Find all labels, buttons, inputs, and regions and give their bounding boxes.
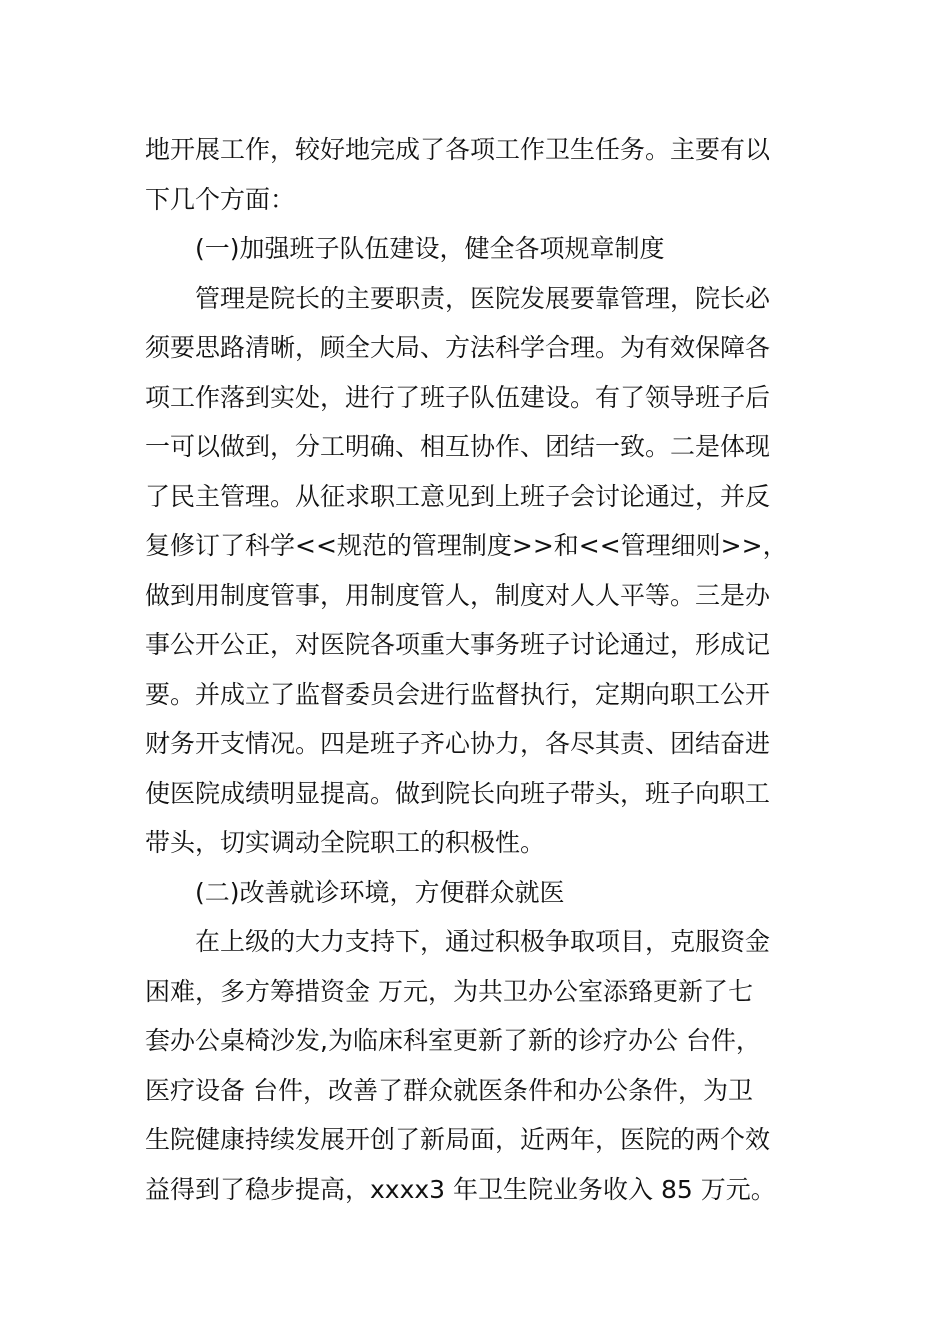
text-line: 事公开公正，对医院各项重大事务班子讨论通过，形成记 (145, 630, 771, 659)
text-line: 困难，多方筹措资金 万元，为共卫办公室添臵更新了七 (145, 976, 753, 1006)
text-line: 复修订了科学<<规范的管理制度>>和<<管理细则>>， (145, 531, 788, 560)
text-line: 在上级的大力支持下，通过积极争取项目，克服资金 (195, 927, 771, 956)
text-line: 医疗设备 台件，改善了群众就医条件和办公条件，为卫 (145, 1075, 753, 1105)
text-line: 套办公桌椅沙发,为临床科室更新了新的诊疗办公 台件， (145, 1026, 761, 1055)
section-heading-2: (二)改善就诊环境，方便群众就医 (195, 877, 565, 907)
text-line: 要。并成立了监督委员会进行监督执行，定期向职工公开 (145, 679, 771, 709)
text-line: 地开展工作，较好地完成了各项工作卫生任务。主要有以 (145, 135, 771, 164)
document-body (145, 125, 790, 1214)
text-line: 项工作落到实处，进行了班子队伍建设。有了领导班子后 (145, 382, 771, 412)
text-line: 益得到了稳步提高，xxxx3 年卫生院业务收入 85 万元。 (145, 1174, 776, 1204)
text-line: 带头，切实调动全院职工的积极性。 (145, 828, 546, 857)
text-line: 一可以做到，分工明确、相互协作、团结一致。二是体现 (145, 432, 771, 461)
text-line: 使医院成绩明显提高。做到院长向班子带头，班子向职工 (145, 778, 771, 808)
text-line: 须要思路清晰，顾全大局、方法科学合理。为有效保障各 (145, 333, 771, 362)
text-line: 了民主管理。从征求职工意见到上班子会讨论通过，并反 (145, 481, 771, 511)
text-line: 生院健康持续发展开创了新局面，近两年，医院的两个效 (145, 1125, 771, 1154)
text-line: 管理是院长的主要职责，医院发展要靠管理，院长必 (195, 283, 771, 313)
section-heading-1: (一)加强班子队伍建设，健全各项规章制度 (195, 234, 665, 263)
text-line: 财务开支情况。四是班子齐心协力，各尽其责、团结奋进 (145, 729, 771, 758)
text-line: 做到用制度管事，用制度管人，制度对人人平等。三是办 (145, 580, 771, 610)
text-line: 下几个方面： (145, 184, 296, 214)
